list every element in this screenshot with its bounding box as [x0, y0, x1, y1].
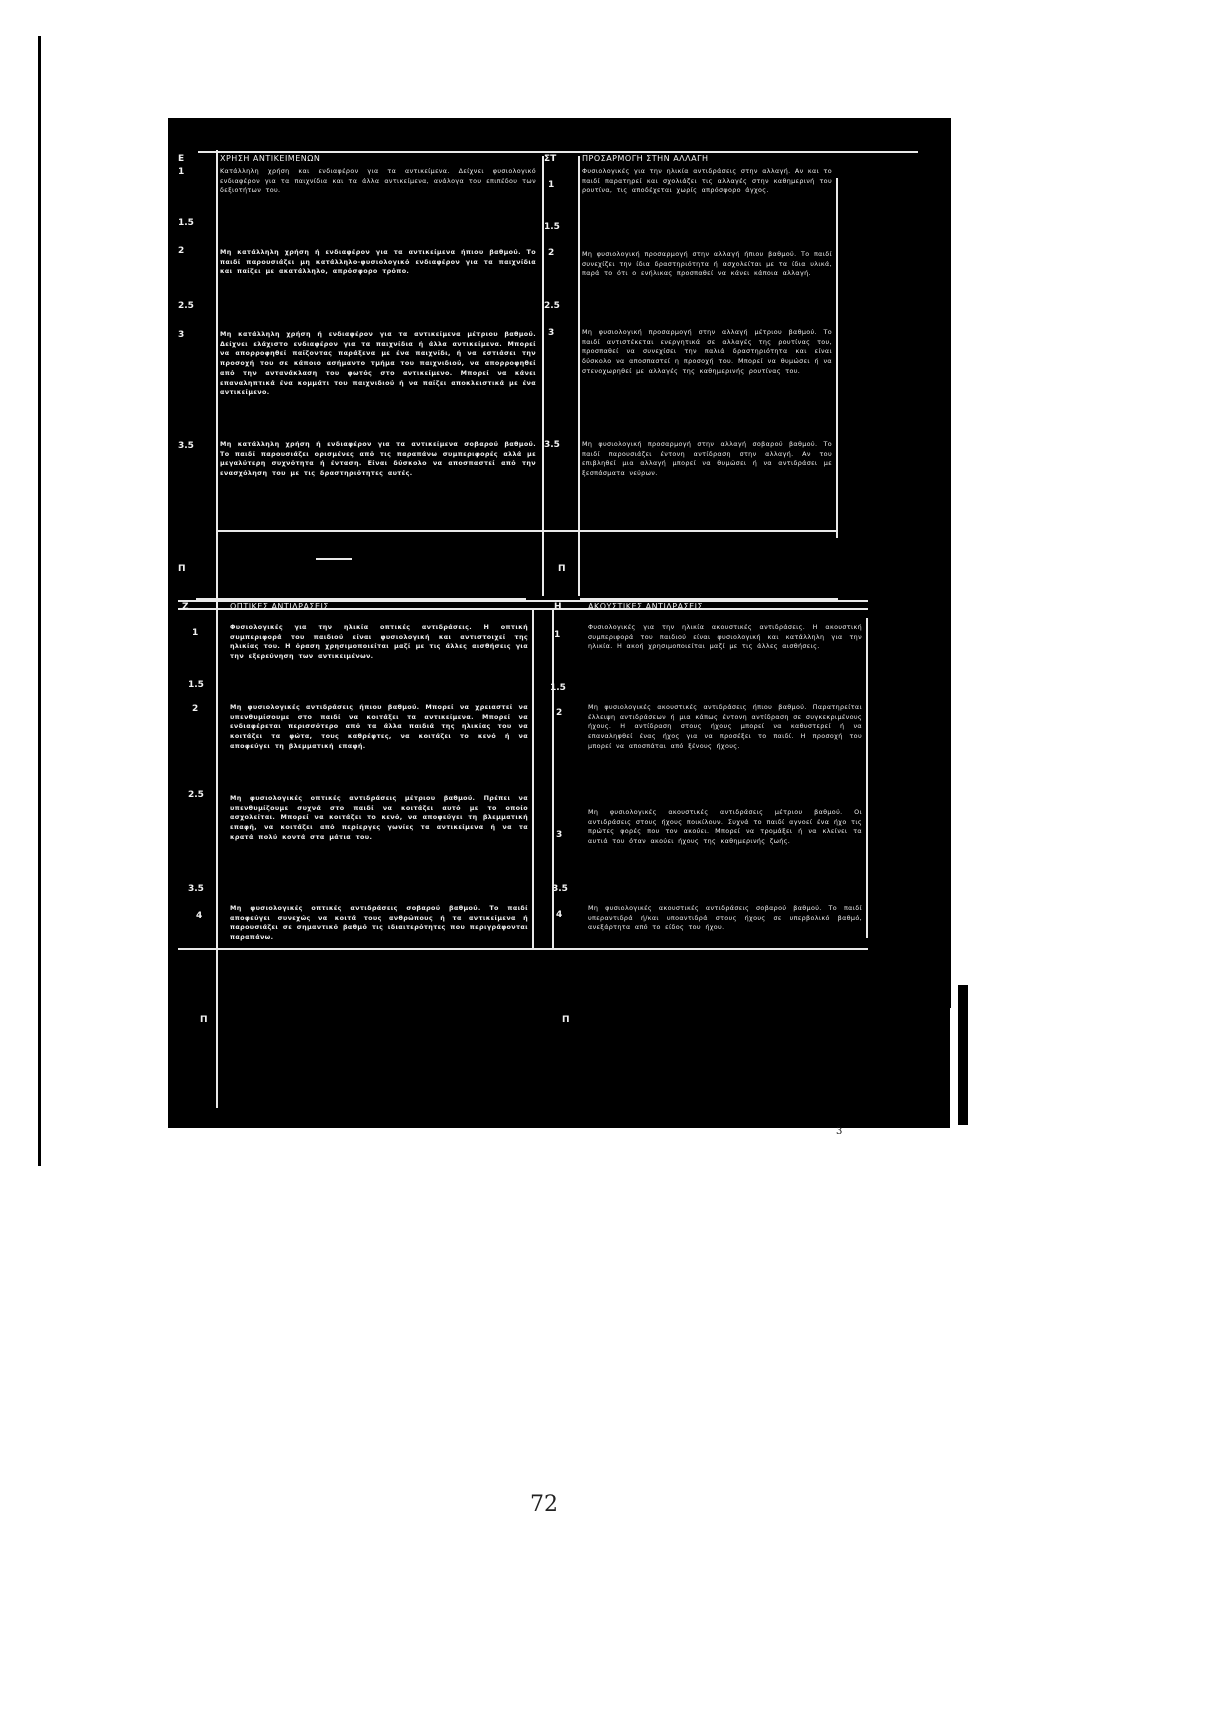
bottom-right-divider — [866, 618, 868, 938]
tr-row-text: Μη φυσιολογική προσαρμογή στην αλλαγή σοβαρού βαθμού. Το παιδί παρουσιάζει έντονη αντίδραση στην αλλαγή. Αν του επιβληθεί μια αλλαγή μπορεί να θυμώσει ή να αντιδράσει με ξεσπάσματα νεύρων. — [582, 440, 832, 478]
tr-row-num: 1.5 — [544, 222, 560, 232]
tr-footer-mark: Π — [558, 564, 566, 574]
tr-row-text: Φυσιολογικές για την ηλικία αντιδράσεις στην αλλαγή. Αν και το παιδί παρατηρεί και σχολιάζει τις αλλαγές στην καθημερινή του ρουτίνα, τις αποδέχεται χωρίς απρόσφορο άγχος. — [582, 167, 832, 195]
bl-footer-mark: Π — [200, 1015, 208, 1025]
tr-row-text: Μη φυσιολογική προσαρμογή στην αλλαγή ήπιου βαθμού. Το παιδί συνεχίζει την ίδια δραστηριότητα ή ασχολείται με τα ίδια υλικά, παρά το ότι ο ενήλικας προσπαθεί να κάνει κάποια αλλαγή. — [582, 250, 832, 278]
br-footer-mark: Π — [562, 1015, 570, 1025]
bl-row-num: 2.5 — [188, 790, 204, 800]
tl-row-text: Μη κατάλληλη χρήση ή ενδιαφέρον για τα αντικείμενα σοβαρού βαθμού. Το παιδί παρουσιάζει ορισμένες από τις παραπάνω συμπεριφορές αλλά με μεγαλύτερη συχνότητα ή ένταση. Είναι δύσκολο να αποσπαστεί από την ενασχόληση του με τις δραστηριότητες αυτές. — [220, 440, 536, 478]
br-row-text: Μη φυσιολογικές ακουστικές αντιδράσεις σοβαρού βαθμού. Το παιδί υπεραντιδρά ή/και υποαντιδρά στους ήχους σε υπερβολικό βαθμό, ανεξάρτητα από το είδος του ήχου. — [588, 904, 862, 932]
tl-footer-mark: Π — [178, 564, 186, 574]
scanned-rating-sheet — [168, 118, 950, 1128]
bl-row-num: 3.5 — [188, 884, 204, 894]
bottom-left-header: ΟΠΤΙΚΕΣ ΑΝΤΙΔΡΑΣΕΙΣ — [230, 602, 329, 611]
tl-row-text: Κατάλληλη χρήση και ενδιαφέρον για τα αντικείμενα. Δείχνει φυσιολογικό ενδιαφέρον για τα παιχνίδια και τα άλλα αντικείμενα, ανάλογα του επιπέδου των δεξιοτήτων του. — [220, 167, 536, 195]
top-left-header: ΧΡΗΣΗ ΑΝΤΙΚΕΙΜΕΝΩΝ — [220, 154, 321, 163]
corner-number: 3 — [836, 1126, 843, 1137]
tl-row-num: 2.5 — [178, 301, 194, 311]
br-row-text: Μη φυσιολογικές ακουστικές αντιδράσεις μέτριου βαθμού. Οι αντιδράσεις στους ήχους ποικίλουν. Συχνά το παιδί αγνοεί ένα ήχο τις πρώτες φορές που τον ακούει. Μπορεί να τρομάξει ή να κλείνει τα αυτιά του όταν ακούει ήχους της καθημερινής ζωής. — [588, 808, 862, 846]
top-right-header: ΠΡΟΣΑΡΜΟΓΗ ΣΤΗΝ ΑΛΛΑΓΗ — [582, 154, 709, 163]
bottom-left-divider — [216, 608, 218, 1108]
br-row-text: Μη φυσιολογικές ακουστικές αντιδράσεις ήπιου βαθμού. Παρατηρείται έλλειψη αντιδράσεων ή μια κάπως έντονη αντίδραση σε συγκεκριμένους ήχους. Η αντίδραση στους ήχους μπορεί να καθυστερεί ή να επαναληφθεί ένας ήχος για να προσέξει το παιδί. Η προσοχή του μπορεί να αποσπάται από ξένους ήχους. — [588, 703, 862, 750]
tr-row-num: 3.5 — [544, 440, 560, 450]
br-row-text: Φυσιολογικές για την ηλικία ακουστικές αντιδράσεις. Η ακουστική συμπεριφορά του παιδιού είναι φυσιολογική και κατάλληλη για την ηλικία. Η ακοή χρησιμοποιείται μαζί με τις άλλες αισθήσεις. — [588, 623, 862, 651]
bl-row-text: Μη φυσιολογικές αντιδράσεις ήπιου βαθμού. Μπορεί να χρειαστεί να υπενθυμίσουμε στο παιδί να κοιτάξει τα αντικείμενα. Μπορεί να ενδιαφέρεται περισσότερο από τα άλλα παιδιά της ηλικίας του να κοιτάζει τα φώτα, τους καθρέφτες, να κοιτάζει το κενό ή να αποφεύγει τη βλεμματική επαφή. — [230, 703, 528, 750]
tl-footer-dash — [316, 558, 352, 560]
br-row-num: 4 — [556, 910, 563, 920]
bl-row-text: Μη φυσιολογικές οπτικές αντιδράσεις μέτριου βαθμού. Πρέπει να υπενθυμίζουμε συχνά στο παιδί να κοιτάζει αυτό με το οποίο ασχολείται. Μπορεί να κοιτάζει το κενό, να αποφεύγει τη βλεμματική επαφή, να κοιτάζει από περίεργες γωνίες τα αντικείμενα ή να τα κρατά πολύ κοντά στα μάτια του. — [230, 794, 528, 841]
tr-row-num: 2.5 — [544, 301, 560, 311]
br-row-num: 2 — [556, 708, 563, 718]
br-row-num: 3.5 — [552, 884, 568, 894]
bottom-left-letter: Ζ — [182, 602, 189, 612]
br-row-num: 1.5 — [550, 683, 566, 693]
page-number: 72 — [530, 1492, 558, 1517]
tl-row-num: 1.5 — [178, 218, 194, 228]
tl-row-text: Μη κατάλληλη χρήση ή ενδιαφέρον για τα αντικείμενα μέτριου βαθμού. Δείχνει ελάχιστο ενδιαφέρον για τα παιχνίδια ή άλλα αντικείμενα. Μπορεί να απορροφηθεί παίζοντας παράξενα με ένα παιχνίδι, ή να εστιάσει την προσοχή του σε κάποιο ασήμαντο τμήμα του παιχνιδιού, να απορροφηθεί από την αντανάκλαση του φωτός στο αντικείμενο. Μπορεί να κάνει επαναληπτικά ένα κομμάτι του παιχνιδιού ή να παίζει αποκλειστικά με ένα αντικείμενο. — [220, 330, 536, 397]
top-left-letter: Ε — [178, 154, 185, 164]
bl-row-num: 4 — [196, 911, 203, 921]
tl-row-num: 3 — [178, 330, 185, 340]
tl-row-num: 2 — [178, 246, 185, 256]
bl-row-num: 2 — [192, 704, 199, 714]
bottom-center-divider — [532, 608, 534, 948]
tr-row-num: 2 — [548, 248, 555, 258]
tr-row-text: Μη φυσιολογική προσαρμογή στην αλλαγή μέτριου βαθμού. Το παιδί αντιστέκεται ενεργητικά σε αλλαγές της ρουτίνας του, προσπαθεί να συνεχίσει την παλιά δραστηριότητα και είναι δύσκολο να αποσπαστεί η προσοχή του. Μπορεί να θυμώσει ή να στενοχωρηθεί με αλλαγές της καθημερινής ρουτίνας του. — [582, 328, 832, 375]
tl-row-num: 3.5 — [178, 441, 194, 451]
top-right-divider — [836, 178, 838, 538]
bl-row-num: 1.5 — [188, 680, 204, 690]
bottom-center-divider-2 — [552, 608, 554, 948]
br-row-num: 3 — [556, 830, 563, 840]
tl-row-text: Μη κατάλληλη χρήση ή ενδιαφέρον για τα αντικείμενα ήπιου βαθμού. Το παιδί παρουσιάζει μη κατάλληλο-φυσιολογικό ενδιαφέρον για τα παιχνίδια και παίζει με ακατάλληλο, απρόσφορο τρόπο. — [220, 248, 536, 276]
bl-row-text: Μη φυσιολογικές οπτικές αντιδράσεις σοβαρού βαθμού. Το παιδί αποφεύγει συνεχώς να κοιτά τους ανθρώπους ή τα αντικείμενα ή παρουσιάζει σε σημαντικό βαθμό τις ιδιαιτερότητες που περιγράφονται παραπάνω. — [230, 904, 528, 942]
top-left-divider — [216, 150, 218, 650]
bottom-right-letter: Η — [554, 602, 562, 612]
br-row-num: 1 — [554, 630, 561, 640]
bl-row-num: 1 — [192, 628, 199, 638]
tl-row-num: 1 — [178, 167, 185, 177]
top-header-rule — [198, 151, 918, 153]
right-scan-edge-lower — [958, 985, 968, 1125]
top-bottom-rule — [216, 530, 836, 532]
tr-row-num: 1 — [548, 180, 555, 190]
tr-row-num: 3 — [548, 328, 555, 338]
top-right-letter: ΣΤ — [544, 154, 557, 164]
bl-row-text: Φυσιολογικές για την ηλικία οπτικές αντιδράσεις. Η οπτική συμπεριφορά του παιδιού είναι φυσιολογική και αντιστοιχεί της ηλικίας του. Η όραση χρησιμοποιείται μαζί με τις άλλες αισθήσεις για την εξερεύνηση των αντικειμένων. — [230, 623, 528, 661]
left-scan-edge — [38, 36, 41, 1166]
bottom-right-header: ΑΚΟΥΣΤΙΚΕΣ ΑΝΤΙΔΡΑΣΕΙΣ — [588, 602, 704, 611]
bottom-lower-rule — [178, 948, 868, 950]
